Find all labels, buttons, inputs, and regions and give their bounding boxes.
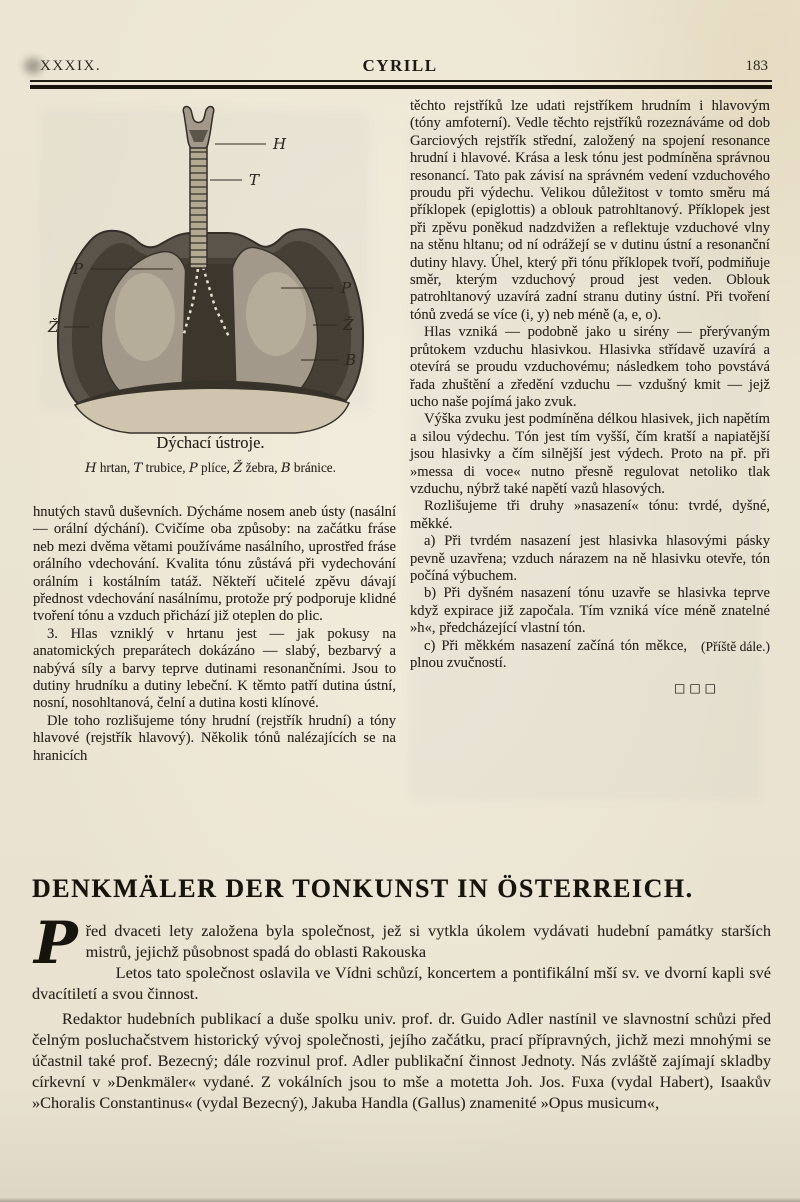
figure-label-ribs-right: Ž bbox=[343, 316, 354, 334]
body-paragraph: Dle toho rozlišujeme tóny hrudní (rejstřík hrudní) a tóny hlavové (rejstřík hlavový). Několik tónů nalézajících se na hranicích bbox=[33, 712, 396, 764]
figure-label-lung-right: P bbox=[341, 279, 352, 297]
drop-cap-initial: P bbox=[34, 909, 78, 977]
body-paragraph: a) Při tvrdém nasazení jest hlasivka hlasovými pásky pevně uzavřena; vzduch nárazem na ně hlasivku otevře, tón počíná výbuchem. bbox=[410, 533, 770, 584]
legend-text: trubice, bbox=[142, 460, 189, 475]
respiratory-organs-illustration bbox=[33, 102, 388, 434]
closing-text: c) Při měkkém nasazení začíná tón měkce, plnou zvučností. bbox=[410, 637, 688, 671]
figure-label-lung-left: P bbox=[73, 260, 84, 278]
legend-text: hrtan, bbox=[96, 460, 134, 475]
legend-key: Ž bbox=[233, 461, 243, 476]
body-paragraph: b) Při dyšném nasazení tónu uzavře se hlasivka teprve když expirace již započala. Tím vzniká více méně znatelné »h«, předcházející vlastní tón. bbox=[410, 585, 770, 637]
header-rule-thin bbox=[30, 80, 772, 82]
closing-paragraph bbox=[410, 638, 770, 673]
article-body bbox=[32, 909, 771, 1113]
body-paragraph: Letos tato společnost oslavila ve Vídni schůzí, koncertem a pontifikální mší sv. ve dvorní kapli své dvacítiletí a svou činnost. bbox=[32, 963, 771, 1003]
volume-number: XXXIX. bbox=[40, 58, 102, 74]
figure-caption: Dýchací ústroje. bbox=[156, 433, 265, 452]
lead-text: řed dvaceti lety založena byla společnost, jež si vytkla úkolem vydávati hudební památky starších mistrů, jejichž působnost spadá do oblasti Rakouska bbox=[85, 921, 771, 961]
body-paragraph: Hlas vzniká — podobně jako u sirény — přerývaným průtokem vzduchu hlasivkou. Hlasivka střídavě uzavírá a otevírá se proudu vzduchovému; následkem toho povstává řada zhuštění a zředění vzduchu — vzdušný kmit — jejž ucho naše pojímá jako zvuk. bbox=[410, 324, 770, 410]
figure-label-larynx: H bbox=[273, 135, 287, 153]
figure-label-ribs-left: Ž bbox=[48, 318, 59, 336]
figure-label-trachea: T bbox=[249, 171, 260, 189]
lungs-figure bbox=[33, 98, 388, 496]
body-paragraph: Rozlišujeme tři druhy »nasazení« tónu: tvrdé, dyšné, měkké. bbox=[410, 498, 770, 532]
left-column bbox=[33, 98, 396, 765]
denkmaeler-article bbox=[32, 874, 771, 1113]
body-paragraph: Výška zvuku jest podmíněna délkou hlasivek, jich napětím a silou výdechu. Tón jest tím vyšší, čím kratší a napiatější jsou hlasivky a čím silnější jest výdech. Proto na př. při »messa di voce« nutno přesně regulovat netoliko tlak vzduchu, nýbrž také napětí vazů hlasových. bbox=[410, 411, 770, 497]
header-rule-thick bbox=[30, 85, 772, 89]
continuation-note: (Příště dále.) bbox=[701, 638, 770, 654]
legend-text: žebra, bbox=[242, 460, 281, 475]
legend-key: H bbox=[85, 461, 97, 476]
body-paragraph: těchto rejstříků lze udati rejstříkem hrudním i hlavovým (tóny amfoterní). Vedle těchto rejstříků rozeznáváme od dob Garciových rejstřík střední, založený na spojení resonance hrudní i hlavové. Krása a lesk tónu jest podmíněna správnou resonancí. Tato pak závisí na správném vedení vzduchového proudu při výdechu. Velikou důležitost v tomto směru má příklopek (epiglottis) a oblouk patrohltanový. Příklopek jest při zpěvu poněkud nadzdvižen a reflektuje vzduchové vlny na stěnu hltanu; od ní odrážejí se v dutinu ústní a resonanční dutiny hlavy. Úhel, který při tónu příklopek tvoří, podmiňuje směr, kterým vzduchový proud jest veden. Oblouk patrohltanový uzavírá zadní stranu dutiny ústní. Při tvoření tónů zvedá se více (i, y) neb méně (a, e, o). bbox=[410, 98, 770, 323]
body-paragraph: Redaktor hudebních publikací a duše spolku univ. prof. dr. Guido Adler nastínil ve slavnostní schůzi před čelným posluchačstvem historický vývoj společnosti, jejího začátku, prací přípravných, jichž mezi mnohými se účastnil také prof. Bezecný; dále rozvinul prof. Adler publikační činnost Jednoty. Nás zvláště zajímají skladby církevní v »Denkmäler« vydané. Z vokálních jsou to mše a motetta Joh. Jos. Fuxa (vydal Habert), Isaakův »Choralis Constantinus« (vydal Bezecný), Jakuba Handla (Gallus) znamenité »Opus musicum«, bbox=[32, 1009, 771, 1112]
legend-text: plíce, bbox=[197, 460, 234, 475]
body-paragraph: 3. Hlas vzniklý v hrtanu jest — jak pokusy na anatomických preparátech dokázáno — slabý, bezbarvý a nabývá síly a barvy teprve dutinami resonančními. Jsou to dutiny hrudníku a dutiny lebeční. K těmto patří dutina ústní, nosní, nosohltanová, čelní a dutina kosti klínové. bbox=[33, 625, 396, 712]
figure-legend bbox=[33, 459, 388, 477]
lead-paragraph bbox=[32, 909, 771, 977]
legend-key: B bbox=[280, 461, 291, 476]
figure-label-diaphragm: B bbox=[345, 351, 357, 369]
body-paragraph: hnutých stavů duševních. Dýcháme nosem aneb ústy (nasální — orální dýchání). Cvičíme oba způsoby: na začátku fráse neb mezi dvěma větami používáme nasálního, uprostřed fráse orálního vdechování. Kvalita tónu zůstává při vydechování orálním i kostálním tatáž. Někteří učitelé zpěvu dávají přednost vdechování nasálnímu, protože prý podporuje klidné tvoření tónu a vzduch přichází již oteplen do plic. bbox=[33, 504, 396, 625]
legend-key: P bbox=[188, 461, 198, 476]
page-number: 183 bbox=[745, 58, 768, 74]
article-heading: DENKMÄLER DER TONKUNST IN ÖSTERREICH. bbox=[32, 874, 694, 903]
legend-key: T bbox=[133, 461, 143, 476]
two-column-text-block bbox=[33, 98, 770, 765]
article-end-mark: □□□ bbox=[673, 681, 720, 696]
journal-title: CYRILL bbox=[362, 56, 438, 75]
legend-text: bránice. bbox=[290, 460, 336, 475]
right-column bbox=[410, 98, 770, 765]
